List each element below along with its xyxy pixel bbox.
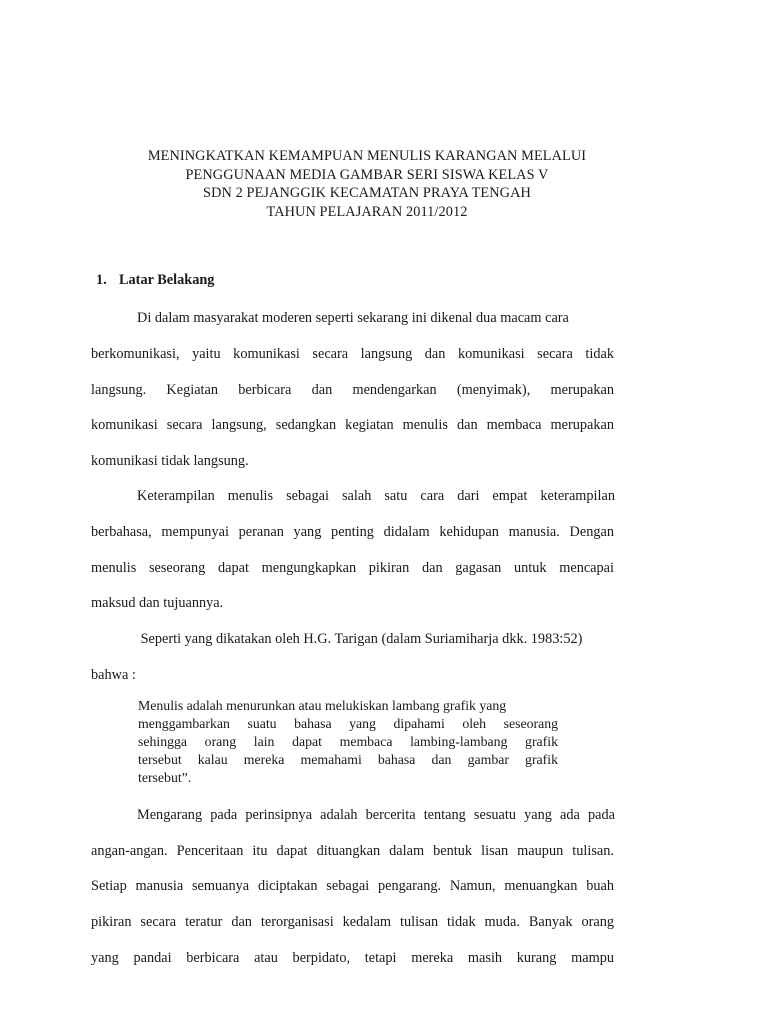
paragraph-line: maksud dan tujuannya. bbox=[91, 595, 224, 611]
title-line: TAHUN PELAJARAN 2011/2012 bbox=[266, 203, 468, 220]
paragraph-line: menulis seseorang dapat mengungkapkan pikiran dan gagasan untuk mencapai bbox=[91, 560, 614, 576]
section-heading bbox=[96, 272, 214, 289]
quote-line: menggambarkan suatu bahasa yang dipahami oleh seseorang bbox=[138, 716, 558, 731]
paragraph-line: komunikasi tidak langsung. bbox=[91, 453, 249, 469]
title-line: PENGGUNAAN MEDIA GAMBAR SERI SISWA KELAS V bbox=[185, 166, 549, 183]
paragraph-line: angan-angan. Penceritaan itu dapat dituangkan dalam bentuk lisan maupun tulisan. bbox=[91, 843, 614, 859]
paragraph-line: Setiap manusia semuanya diciptakan sebagai pengarang. Namun, menuangkan buah bbox=[91, 878, 614, 894]
paragraph-line: berbahasa, mempunyai peranan yang penting didalam kehidupan manusia. Dengan bbox=[91, 524, 614, 540]
quote-line: sehingga orang lain dapat membaca lambing-lambang grafik bbox=[138, 734, 558, 749]
section-title: Latar Belakang bbox=[119, 272, 215, 288]
paragraph-line: komunikasi secara langsung, sedangkan kegiatan menulis dan membaca merupakan bbox=[91, 417, 614, 433]
quote-line: tersebut”. bbox=[138, 770, 192, 785]
title-line: MENINGKATKAN KEMAMPUAN MENULIS KARANGAN MELALUI bbox=[147, 148, 587, 164]
section-number: 1. bbox=[96, 272, 107, 288]
document-title bbox=[0, 147, 734, 221]
paragraph-line: langsung. Kegiatan berbicara dan mendengarkan (menyimak), merupakan bbox=[91, 382, 614, 398]
paragraph-line: Keterampilan menulis sebagai salah satu cara dari empat keterampilan bbox=[137, 488, 615, 504]
quote-line: tersebut kalau mereka memahami bahasa dan gambar grafik bbox=[138, 752, 558, 767]
paragraph-line: Di dalam masyarakat moderen seperti sekarang ini dikenal dua macam cara bbox=[137, 310, 569, 326]
paragraph-line: bahwa : bbox=[91, 667, 136, 683]
title-line: SDN 2 PEJANGGIK KECAMATAN PRAYA TENGAH bbox=[203, 185, 531, 201]
paragraph-line: Mengarang pada perinsipnya adalah bercerita tentang sesuatu yang ada pada bbox=[137, 807, 615, 823]
paragraph-line: yang pandai berbicara atau berpidato, tetapi mereka masih kurang mampu bbox=[91, 950, 614, 966]
paragraph-line: berkomunikasi, yaitu komunikasi secara langsung dan komunikasi secara tidak bbox=[91, 346, 614, 362]
paragraph-line: pikiran secara teratur dan terorganisasi kedalam tulisan tidak muda. Banyak orang bbox=[91, 914, 614, 930]
quote-line: Menulis adalah menurunkan atau melukiskan lambang grafik yang bbox=[138, 698, 507, 713]
paragraph-line: Seperti yang dikatakan oleh H.G. Tarigan (dalam Suriamiharja dkk. 1983:52) bbox=[137, 631, 583, 647]
